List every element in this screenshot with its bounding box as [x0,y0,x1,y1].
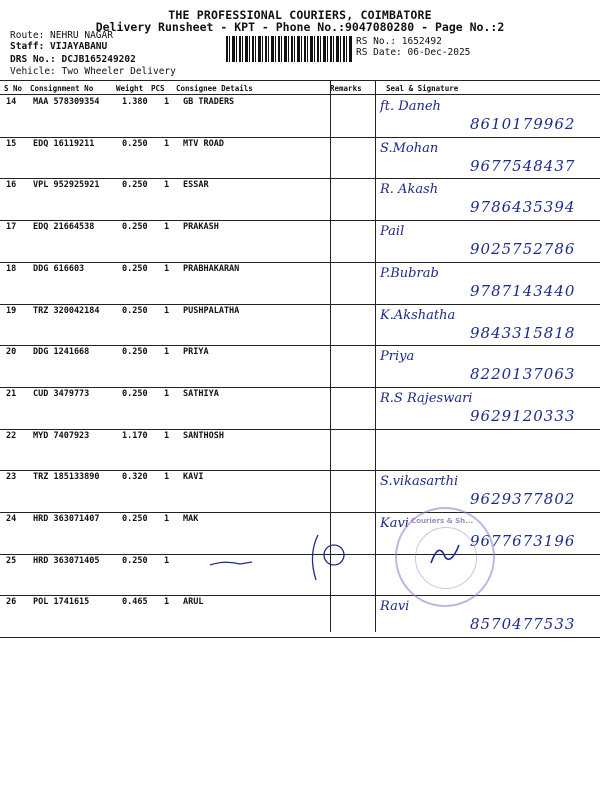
drs-number: DRS No.: DCJB165249202 [10,54,136,65]
row-weight: 0.320 [122,472,148,482]
rs-date: RS Date: 06-Dec-2025 [356,47,471,58]
row-consignment-no: TRZ 185133890 [33,472,100,482]
row-pcs: 1 [164,97,170,107]
column-header-consignee: Consignee Details [176,84,253,93]
stamp-text: Couriers & Sh... [411,517,474,525]
row-divider [0,595,600,596]
row-sno: 21 [6,389,17,399]
row-consignment-no: VPL 952925921 [33,180,100,190]
handwritten-signature: S.vikasarthi [380,474,459,489]
row-divider [0,137,600,138]
column-header-weight: Weight [116,84,144,93]
row-consignee: MTV ROAD [183,139,224,149]
column-header-sno: S No [4,84,23,93]
table-header-border [0,94,600,95]
row-weight: 1.170 [122,431,148,441]
row-weight: 0.250 [122,347,148,357]
row-weight: 0.250 [122,389,148,399]
row-consignment-no: DDG 1241668 [33,347,90,357]
row-pcs: 1 [164,264,170,274]
row-weight: 0.250 [122,306,148,316]
row-consignment-no: EDQ 16119211 [33,139,95,149]
row-consignment-no: HRD 363071407 [33,514,100,524]
staff-label: Staff: VIJAYABANU [10,41,108,52]
row-consignment-no: POL 1741615 [33,597,90,607]
row-sno: 25 [6,556,17,566]
row-pcs: 1 [164,389,170,399]
handwritten-phone: 9025752786 [470,240,576,258]
row-pcs: 1 [164,556,170,566]
handwritten-phone: 9677548437 [470,157,576,175]
row-consignee: PRABHAKARAN [183,264,240,274]
row-divider [0,178,600,179]
row-consignee: PUSHPALATHA [183,306,240,316]
row-sno: 15 [6,139,17,149]
row-consignment-no: TRZ 320042184 [33,306,100,316]
handwritten-signature: R.S Rajeswari [380,391,473,406]
row-sno: 23 [6,472,17,482]
handwritten-phone: 9629120333 [470,407,576,425]
row-divider [0,470,600,471]
row-sno: 24 [6,514,17,524]
row-weight: 0.250 [122,264,148,274]
row-consignee: MAK [183,514,199,524]
row-sno: 20 [6,347,17,357]
route-label: Route: NEHRU NAGAR [10,30,113,41]
handwritten-phone: 9629377802 [470,490,576,508]
row-divider [0,304,600,305]
row-consignment-no: EDQ 21664538 [33,222,95,232]
handwritten-signature: Priya [380,349,415,364]
row-divider [0,220,600,221]
row-divider [0,637,600,638]
handwritten-phone: 8570477533 [470,615,576,633]
row-pcs: 1 [164,222,170,232]
handwritten-signature: K.Akshatha [380,308,456,323]
handwritten-phone: 8610179962 [470,115,576,133]
row-pcs: 1 [164,597,170,607]
handwritten-phone: 8220137063 [470,365,576,383]
row-consignment-no: MYD 7407923 [33,431,90,441]
handwritten-signature: ft. Daneh [380,99,441,114]
handwritten-phone: 9786435394 [470,198,576,216]
row-divider [0,512,600,513]
row-pcs: 1 [164,306,170,316]
row-consignment-no: HRD 363071405 [33,556,100,566]
column-header-consignment: Consignment No [30,84,94,93]
rs-number: RS No.: 1652492 [356,36,442,47]
table-top-border [0,80,600,81]
row-weight: 0.250 [122,556,148,566]
row-weight: 0.250 [122,514,148,524]
row-consignee: SATHIYA [183,389,219,399]
row-sno: 22 [6,431,17,441]
handwritten-phone: 9843315818 [470,324,576,342]
row-weight: 0.465 [122,597,148,607]
handwritten-signature: Kavi [380,516,409,531]
row-divider [0,345,600,346]
row-consignee: PRAKASH [183,222,219,232]
row-consignee: ESSAR [183,180,209,190]
row-pcs: 1 [164,431,170,441]
handwritten-signature: P.Bubrab [380,266,439,281]
document-title: THE PROFESSIONAL COURIERS, COIMBATORE [168,8,432,22]
row-weight: 0.250 [122,222,148,232]
row-pcs: 1 [164,514,170,524]
row-sno: 16 [6,180,17,190]
row-sno: 18 [6,264,17,274]
row-consignee: SANTHOSH [183,431,224,441]
vehicle-label: Vehicle: Two Wheeler Delivery [10,66,176,77]
row-pcs: 1 [164,139,170,149]
row-consignment-no: CUD 3479773 [33,389,90,399]
row-pcs: 1 [164,472,170,482]
runsheet-subtitle: Delivery Runsheet - KPT - Phone No.:9047080280 - Page No.:2 [95,20,505,34]
handwritten-phone: 9787143440 [470,282,576,300]
row-sno: 19 [6,306,17,316]
row-consignee: ARUL [183,597,204,607]
row-consignment-no: DDG 616603 [33,264,85,274]
row-consignee: KAVI [183,472,204,482]
column-header-seal: Seal & Signature [386,84,459,93]
row-weight: 0.250 [122,139,148,149]
handwritten-signature: Ravi [380,599,410,614]
column-header-remarks: Remarks [330,84,362,93]
handwritten-signature: Pail [380,224,405,239]
row-weight: 1.380 [122,97,148,107]
row-25-hand-marks [200,520,370,590]
handwritten-signature: S.Mohan [380,141,439,156]
row-pcs: 1 [164,347,170,357]
signature-column-border [375,80,376,632]
row-pcs: 1 [164,180,170,190]
row-consignee: GB TRADERS [183,97,235,107]
handwritten-phone: 9677673196 [470,532,576,550]
row-weight: 0.250 [122,180,148,190]
row-divider [0,262,600,263]
barcode-image [226,36,352,62]
row-sno: 26 [6,597,17,607]
row-consignment-no: MAA 578309354 [33,97,100,107]
row-consignee: PRIYA [183,347,209,357]
row-divider [0,387,600,388]
handwritten-signature: R. Akash [380,182,439,197]
row-sno: 17 [6,222,17,232]
row-25-signature-mark [425,535,465,570]
row-sno: 14 [6,97,17,107]
column-header-pcs: PCS [151,84,165,93]
row-divider [0,429,600,430]
